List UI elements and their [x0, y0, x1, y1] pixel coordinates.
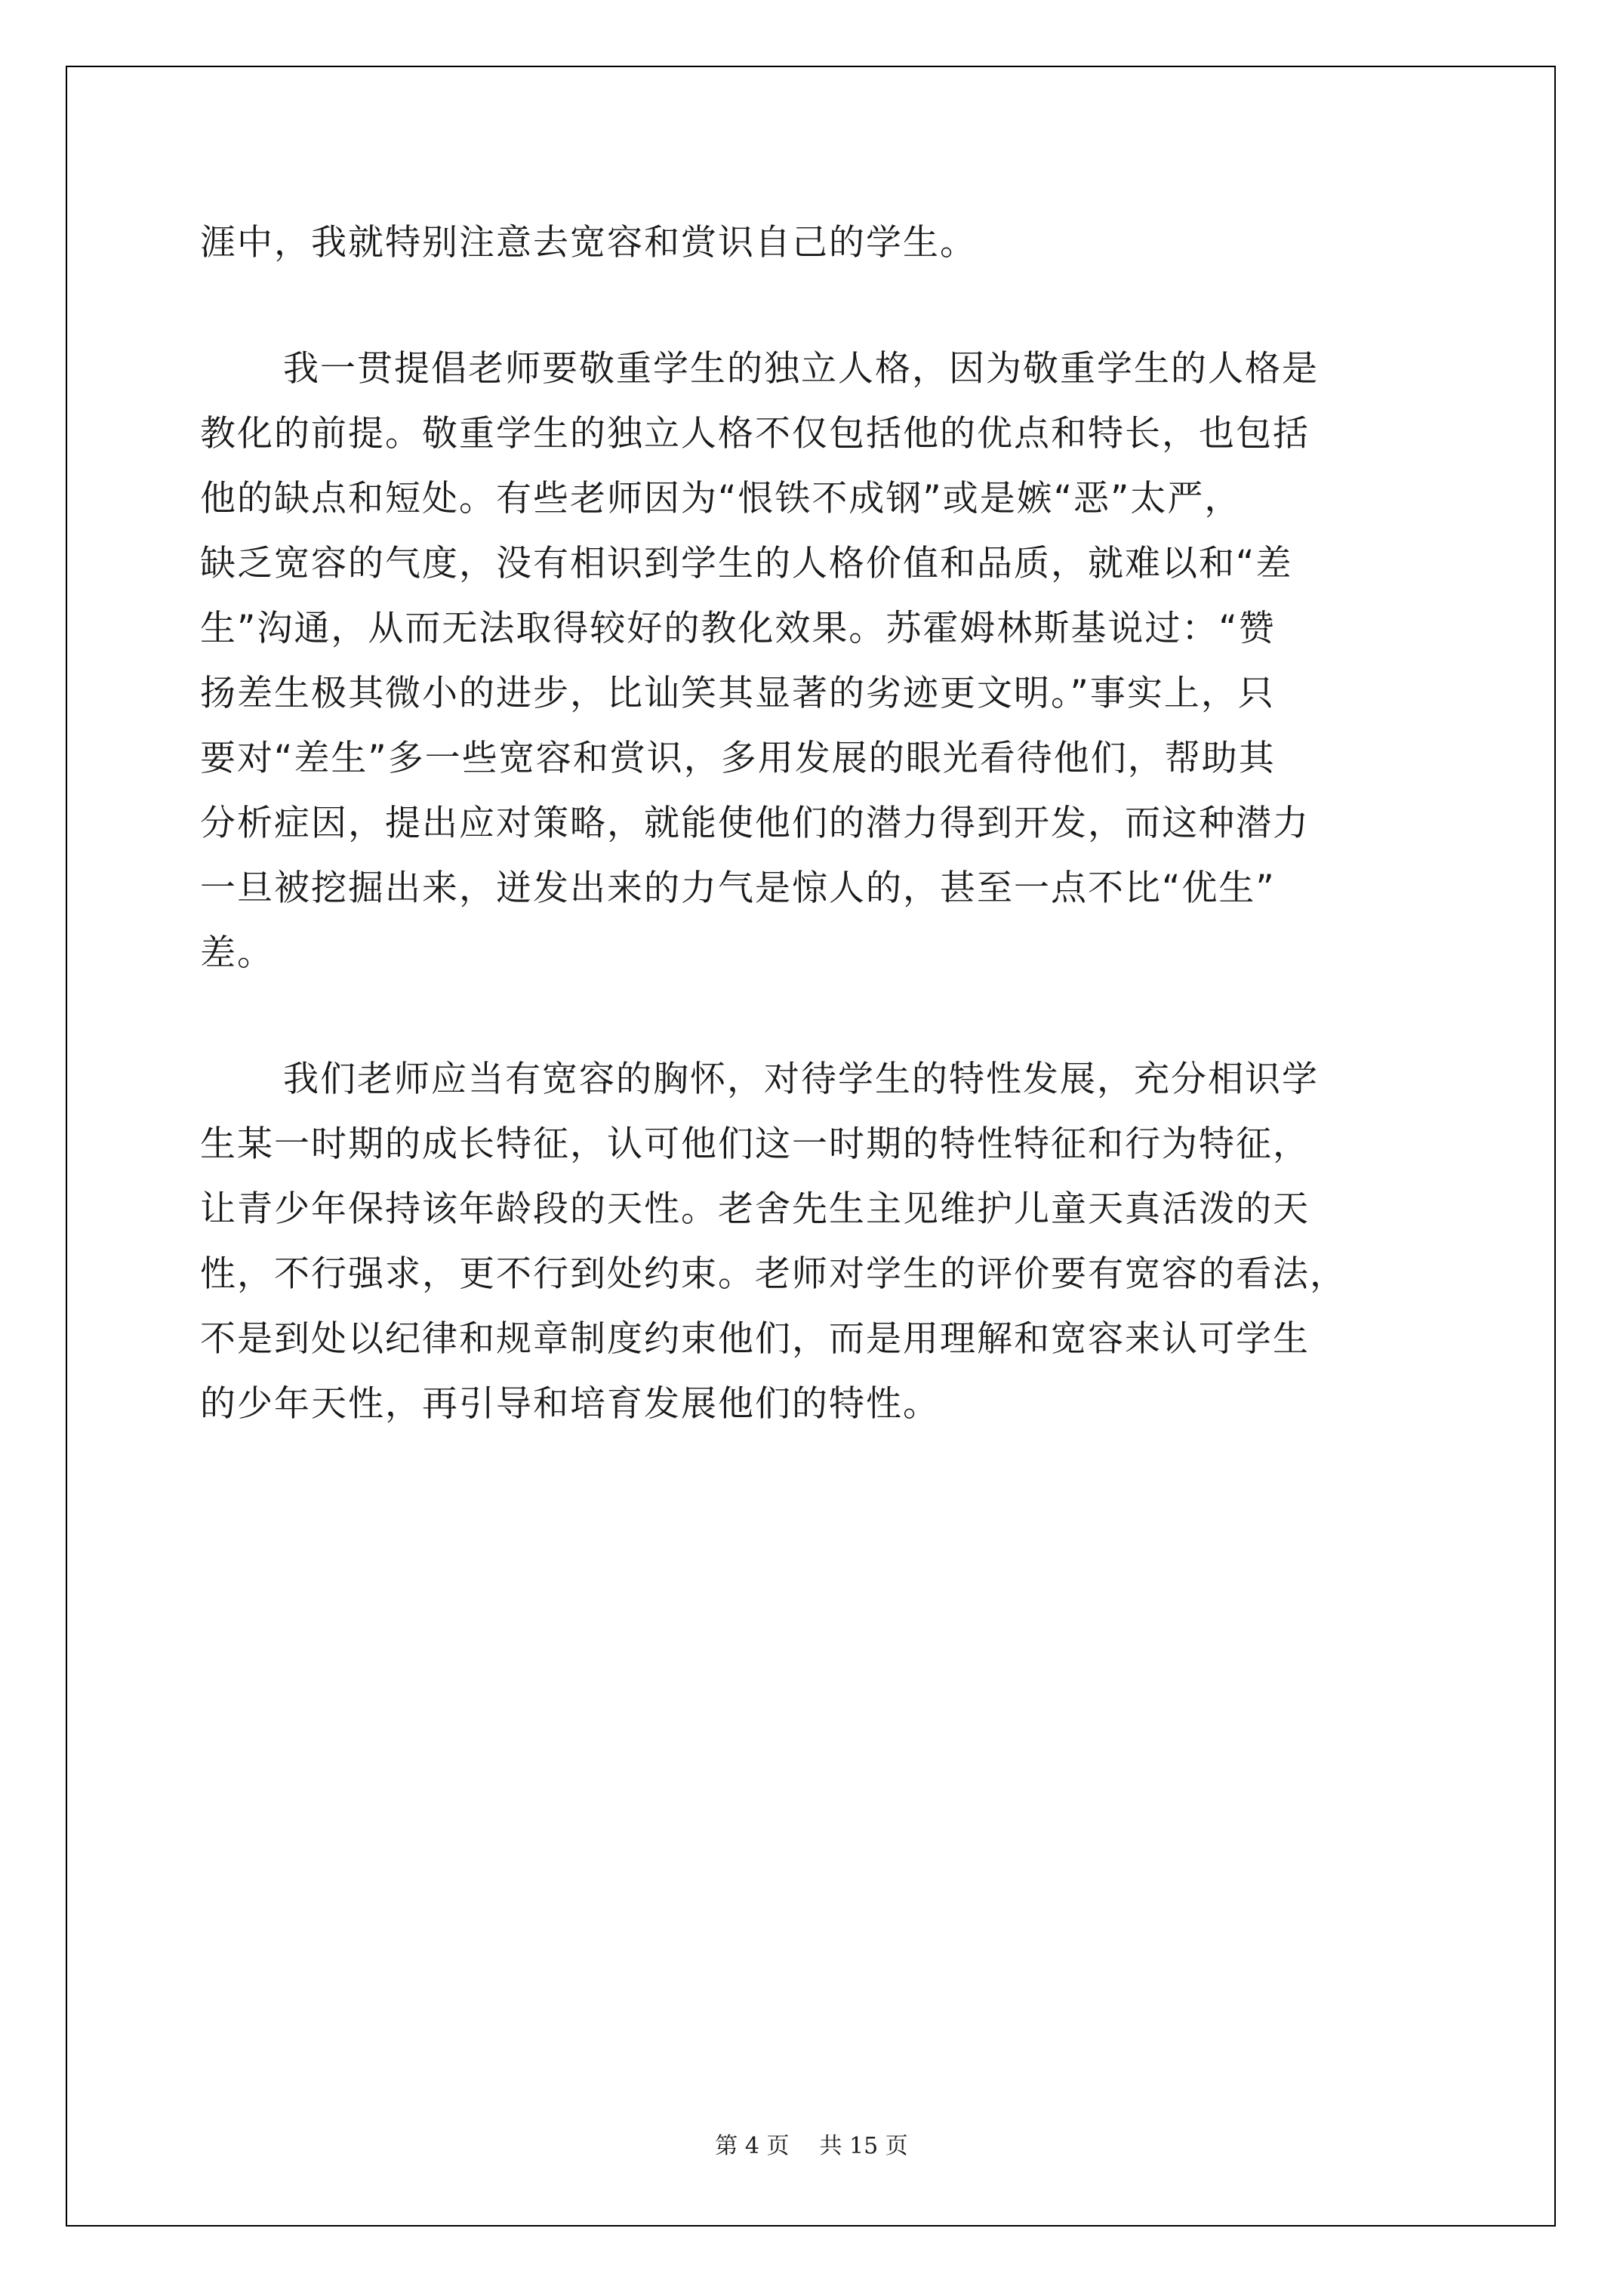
page-number: 第 4 页: [715, 2133, 790, 2159]
page-footer: [0, 2133, 1623, 2160]
page-total: 共 15 页: [819, 2133, 908, 2159]
text-line: 涯中，我就特别注意去宽容和赏识自己的学生。: [200, 222, 977, 264]
text-line: 性，不行强求，更不行到处约束。老师对学生的评价要有宽容的看法，: [200, 1253, 1347, 1295]
text-line: 缺乏宽容的气度，没有相识到学生的人格价值和品质，就难以和“差: [200, 543, 1293, 584]
text-line: 要对“差生”多一些宽容和赏识，多用发展的眼光看待他们，帮助其: [200, 738, 1276, 779]
text-line: 差。: [200, 932, 274, 974]
text-line: 我一贯提倡老师要敬重学生的独立人格，因为敬重学生的人格是: [283, 348, 1319, 390]
text-line: 生某一时期的成长特征，认可他们这一时期的特性特征和行为特征，: [200, 1123, 1310, 1165]
text-line: 扬差生极其微小的进步，比讪笑其显著的劣迹更文明。”事实上，只: [200, 673, 1275, 714]
text-line: 的少年天性，再引导和培育发展他们的特性。: [200, 1383, 940, 1425]
document-body: [200, 211, 1438, 1437]
text-line: 一旦被挖掘出来，迸发出来的力气是惊人的，甚至一点不比“优生”: [200, 868, 1276, 909]
text-line: 让青少年保持该年龄段的天性。老舍先生主见维护儿童天真活泼的天: [200, 1188, 1310, 1230]
text-line: 他的缺点和短处。有些老师因为“恨铁不成钢”或是嫉“恶”太严，: [200, 478, 1242, 519]
text-line: 分析症因，提出应对策略，就能使他们的潜力得到开发，而这种潜力: [200, 803, 1310, 844]
text-line: 生”沟通，从而无法取得较好的教化效果。苏霍姆林斯基说过：“赞: [200, 608, 1276, 649]
text-line: 不是到处以纪律和规章制度约束他们，而是用理解和宽容来认可学生: [200, 1318, 1310, 1360]
text-line: 教化的前提。敬重学生的独立人格不仅包括他的优点和特长，也包括: [200, 413, 1310, 455]
text-line: 我们老师应当有宽容的胸怀，对待学生的特性发展，充分相识学: [283, 1059, 1319, 1100]
